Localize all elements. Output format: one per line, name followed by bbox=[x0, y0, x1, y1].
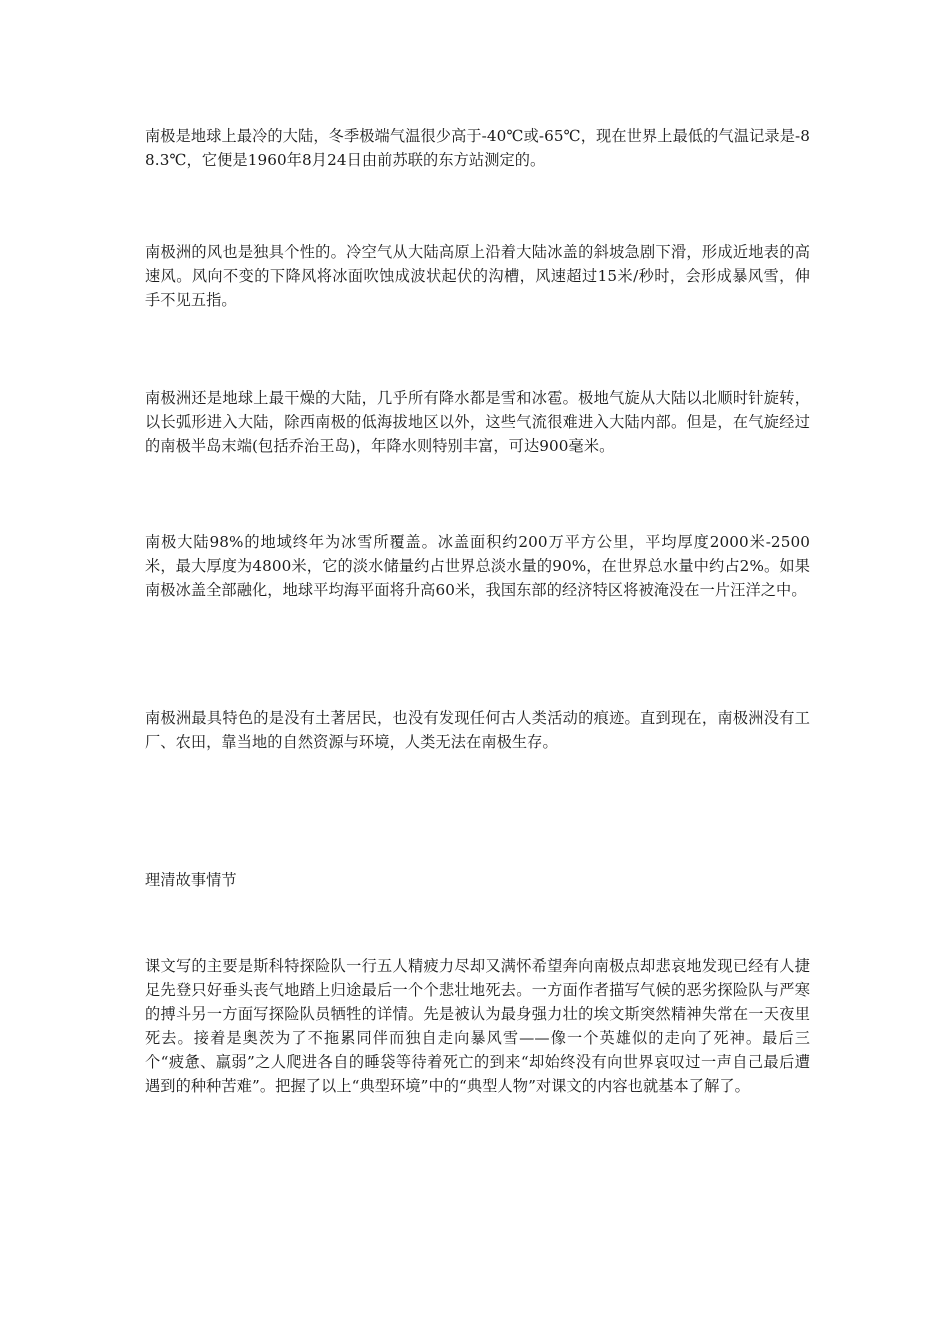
paragraph-coldest-continent: 南极是地球上最冷的大陆，冬季极端气温很少高于-40℃或-65℃，现在世界上最低的气温记录是-88.3℃，它便是1960年8月24日由前苏联的东方站测定的。 bbox=[145, 127, 810, 169]
section-heading: 理清故事情节 bbox=[145, 871, 237, 889]
paragraph-no-inhabitants: 南极洲最具特色的是没有土著居民，也没有发现任何古人类活动的痕迹。直到现在，南极洲没有工厂、农田，靠当地的自然资源与环境，人类无法在南极生存。 bbox=[145, 709, 810, 751]
paragraph-antarctic-wind: 南极洲的风也是独具个性的。冷空气从大陆高原上沿着大陆冰盖的斜坡急剧下滑，形成近地表的高速风。风向不变的下降风将冰面吹蚀成波状起伏的沟槽，风速超过15米/秒时，会形成暴风雪，伸手不见五指。 bbox=[145, 243, 810, 309]
paragraph-driest-continent: 南极洲还是地球上最干燥的大陆，几乎所有降水都是雪和冰雹。极地气旋从大陆以北顺时针旋转，以长弧形进入大陆，除西南极的低海拔地区以外，这些气流很难进入大陆内部。但是，在气旋经过的南极半岛末端(包括乔治王岛)，年降水则特别丰富，可达900毫米。 bbox=[145, 389, 810, 455]
paragraph-story-plot: 课文写的主要是斯科特探险队一行五人精疲力尽却又满怀希望奔向南极点却悲哀地发现已经有人捷足先登只好垂头丧气地踏上归途最后一个个悲壮地死去。一方面作者描写气候的恶劣探险队与严寒的搏斗另一方面写探险队员牺牲的详情。先是被认为最身强力壮的埃文斯突然精神失常在一天夜里死去。接着是奥茨为了不拖累同伴而独自走向暴风雪——像一个英雄似的走向了死神。最后三个“疲惫、羸弱”之人爬进各自的睡袋等待着死亡的到来“却始终没有向世界哀叹过一声自己最后遭遇到的种种苦难”。把握了以上“典型环境”中的“典型人物”对课文的内容也就基本了解了。 bbox=[145, 957, 810, 1095]
paragraph-ice-sheet: 南极大陆98%的地域终年为冰雪所覆盖。冰盖面积约200万平方公里，平均厚度2000米-2500米，最大厚度为4800米，它的淡水储量约占世界总淡水量的90%，在世界总水量中约占2%。如果南极冰盖全部融化，地球平均海平面将升高60米，我国东部的经济特区将被淹没在一片汪洋之中。 bbox=[145, 533, 810, 599]
